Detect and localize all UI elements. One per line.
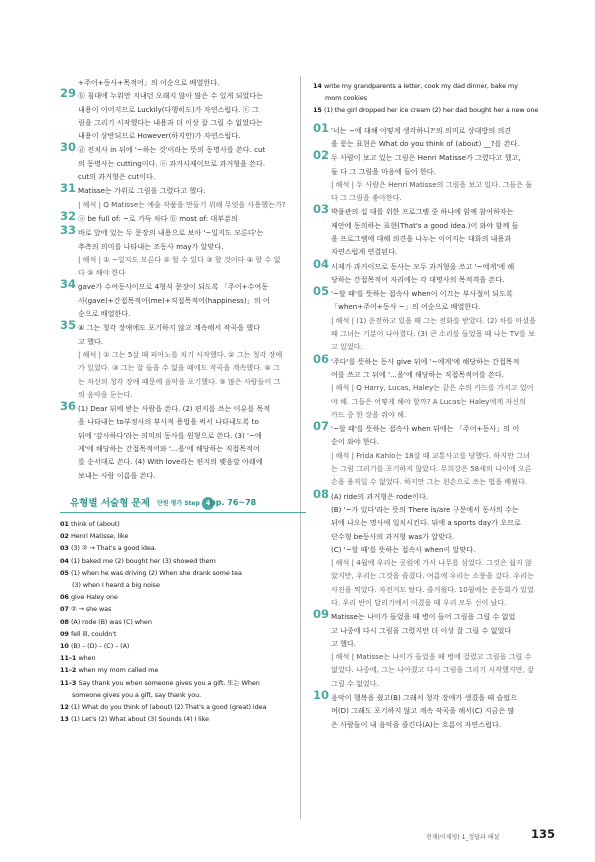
section-header: [60, 496, 306, 513]
answer-number: 04: [60, 556, 71, 565]
explanation-line: (1) Dear 뒤에 받는 사람을 쓴다. (2) 편지를 쓰는 이유를 목적: [78, 404, 271, 414]
question-number: 09: [313, 607, 330, 622]
explanation-line: 며(D) 그래도 포기하지 않고 계속 작곡을 해서(C) 지금은 많: [331, 706, 515, 716]
translation-line: 그릴 수 없었다.: [331, 678, 379, 688]
question-number: 01: [313, 120, 330, 135]
answer-text: (1) the girl dropped her ice cream (2) her dad bought her a new one: [323, 106, 539, 115]
answer-item: [60, 555, 306, 567]
answer-text: (1) What do you think of (about) (2) That's a good (great) idea: [70, 702, 267, 711]
translation-line: | 해석 | Q Harry, Lucas, Haley는 같은 수의 카드를 가지고 있어: [331, 383, 534, 393]
translation-line: | 해석 | (1) 운전하고 있을 때 그는 전화를 받았다. (2) 차를 마셨을: [331, 315, 536, 325]
question-number: 05: [313, 284, 330, 299]
explanation-line: '~할 때'를 뜻하는 접속사 when이 이끄는 부사절이 되도록: [331, 289, 513, 299]
answer-item: [60, 677, 306, 701]
step-label: 단원 평가 Step 4: [157, 497, 216, 510]
answer-item: [60, 713, 306, 725]
explanation-line: 사(gave)+간접목적어(me)+직접목적어(happiness)」의 어: [78, 295, 270, 305]
translation-line: 사진을 찍었다. 자전거도 탔다. 즐거웠다. 10월에는 운동회가 있었: [331, 584, 534, 594]
explanation-entry: [313, 148, 561, 204]
question-number: 35: [60, 318, 77, 333]
answer-text: give Haley one: [70, 593, 118, 602]
explanation-entry: [313, 284, 561, 353]
explanation-line: 제안에 동의하는 표현(That's a good idea.)이 와야 함께 들: [331, 220, 519, 230]
explanation-line: 내용이 상반되므로 However(하지만)가 자연스럽다.: [78, 131, 241, 141]
explanation-entry: [313, 351, 561, 421]
translation-line: 다. 우리 반이 달리기에서 이겼을 때 우리 모두 신이 났다.: [331, 598, 507, 607]
answer-number: 12: [60, 702, 71, 711]
translation-line: | 해석 | ① ~일지도 모른다 ② 할 수 있다 ③ 할 것이다 ④ 할 수 없: [78, 254, 281, 264]
explanation-line: 당하는 간접목적어 자리에는 각 대명사의 목적격을 쓴다.: [331, 274, 505, 284]
explanation-line: 바로 앞에 있는 두 문장의 내용으로 보아 '~일지도 모른다'는: [78, 228, 264, 238]
explanation-line: (C) '~할 때'를 뜻하는 접속사 when이 알맞다.: [331, 544, 476, 554]
answer-text: (B) – (D) – (C) – (A): [70, 641, 130, 650]
explanation-entry: [313, 419, 561, 488]
explanation-entry: [60, 140, 306, 183]
translation-line: 야 해. 그들은 어떻게 해야 할까? A Lucas는 Haley에게 자신의: [331, 396, 526, 406]
explanation-line: 을 나타내는 to부정사의 부사적 용법을 써서 나타내도록 to: [78, 417, 259, 427]
answer-list-continued: [313, 80, 561, 117]
explanation-line: 을 묻는 표현은 What do you think of (about) __?를 쓴다.: [331, 138, 520, 148]
intro-line: +주어+동사+목적어」의 어순으로 배열한다.: [78, 78, 220, 87]
explanation-line: ⓑ 침대에 누워만 지내던 오래지 않아 많은 수 있게 되었다는: [78, 91, 263, 101]
question-number: 36: [60, 399, 77, 414]
answer-number: 15: [313, 106, 324, 115]
explanation-entry: [313, 688, 561, 731]
footer-text: 천재(이재영) 1_정답과 해설: [426, 834, 500, 841]
explanation-line: 뒤에 '감사하다'라는 의미의 동사를 원형으로 쓴다. (3) '~에: [78, 430, 262, 440]
explanation-entry: [60, 181, 306, 211]
answer-text: (3) ② → That's a good idea.: [70, 544, 157, 553]
explanation-entry: [313, 120, 561, 151]
question-number: 02: [313, 148, 330, 163]
answer-item: [313, 104, 561, 116]
translation-line: 다 ⑤ 해야 한다: [78, 268, 126, 278]
translation-line: 는 그림 그리기를 포기하지 않았다. 무희강은 58세의 나이에 오른: [331, 464, 532, 474]
explanation-line: 은 사람들이 내 음악을 즐긴다(A)는 흐름이 자연스럽다.: [331, 719, 502, 729]
question-number: 32: [60, 208, 77, 223]
answer-text: Say thank you when someone gives you a gift. 또는 When: [78, 678, 260, 687]
explanation-entry: [313, 607, 561, 690]
explanation-line: 추측의 의미를 나타내는 조동사 may가 알맞다.: [78, 241, 224, 251]
explanation-line: '~할 때'를 뜻하는 접속사 when 뒤에는 「주어+동사」의 어: [331, 424, 520, 434]
translation-line: 았지만, 우리는 그것을 즐겼다. 여름에 우리는 소풍을 갔다. 우리는: [331, 571, 534, 581]
explanation-line: 게'에 해당하는 간접목적어와 '…을'에 해당하는 직접목적어: [78, 444, 260, 454]
answer-text: (1) Let's (2) What about (3) Sounds (4) I like: [70, 715, 209, 724]
explanation-line: Matisse는 가위로 그림을 그렸다고 했다.: [78, 186, 206, 196]
explanation-entry: [313, 202, 561, 258]
answer-text: mom cookies: [325, 94, 367, 103]
explanation-entry: [313, 256, 561, 287]
translation-line: 때 그녀는 기분이 나아졌다. (3) 큰 소리를 들었을 때 나는 TV를 보: [331, 329, 535, 339]
question-number: 29: [60, 86, 77, 101]
explanation-line: 내용이 이어지므로 Luckily(다행히도)가 자연스럽다. ⓒ 그: [78, 104, 259, 114]
explanation-line: 단수형 be동사의 과거형 was가 알맞다.: [331, 531, 455, 541]
explanation-line: 자연스럽게 연결된다.: [331, 247, 398, 257]
answer-number: 14: [313, 82, 324, 90]
explanation-line: ④ 그는 청각 장애에도 포기하지 않고 계속해서 작곡을 했다: [78, 323, 261, 333]
translation-line: 손을 움직일 수 없었다. 하지만 그는 왼손으로 쓰는 법을 배웠다.: [331, 477, 528, 487]
answer-item: [60, 664, 306, 676]
question-number: 03: [313, 202, 330, 217]
answer-number: 10: [60, 641, 71, 650]
explanation-line: ⓓ 전치사 in 뒤에 '~하는 것'이라는 뜻의 동명사를 쓴다. cut: [78, 145, 266, 155]
translation-line: 고 있었다.: [331, 342, 363, 352]
translation-line: 없었다. 나중에, 그는 나아졌고 다시 그림을 그리기 시작했지만, 잘: [331, 665, 534, 675]
answer-text: fell ill, couldn't: [70, 629, 117, 638]
answer-text: when: [78, 654, 96, 663]
answer-item: [60, 603, 306, 615]
answer-text: think of (about): [70, 519, 120, 528]
translation-line: | 해석 | Matisse는 나이가 들었을 때 병에 걸렸고 그림을 그릴 수: [331, 652, 532, 662]
right-explanations: [313, 120, 561, 731]
translation-line: 카드 중 한 장을 줘야 해.: [331, 409, 407, 419]
translation-line: 의 음악을 듣는다.: [78, 389, 133, 399]
answer-text: (A) rode (B) was (C) when: [70, 617, 152, 626]
explanation-line: 을 프로그램에 대해 의견을 나누는 이어지는 대화의 내용과: [331, 233, 512, 243]
answer-item: [60, 701, 306, 713]
explanation-line: Matisse는 나이가 들었을 때 병이 들어 그림을 그릴 수 없었: [331, 612, 516, 622]
answer-number: 11–1: [60, 654, 79, 663]
translation-line: | 해석 | Q Matisse는 예술 작품을 만들기 위해 무엇을 사용했는가?: [78, 199, 286, 209]
answer-number: 07: [60, 605, 71, 614]
translation-line: | 해석 | 두 사람은 Henri Matisse의 그림을 보고 있다. 그들은 둘: [331, 179, 533, 189]
explanation-entry: [60, 86, 306, 142]
answer-number: 13: [60, 715, 71, 724]
explanation-line: 고 했다.: [331, 638, 357, 648]
explanation-line: 어를 쓰고 그 뒤에 '…을'에 해당하는 직접목적어를 쓴다.: [331, 369, 504, 379]
answer-text: when my mom called me: [78, 666, 159, 675]
question-number: 07: [313, 419, 330, 434]
question-number: 34: [60, 277, 77, 292]
explanation-line: '주다'를 뜻하는 동사 give 뒤에 '~에게'에 해당하는 간접목적: [331, 356, 520, 366]
explanation-entry: [60, 277, 306, 320]
explanation-entry: [60, 318, 306, 401]
question-number: 08: [313, 486, 330, 501]
translation-line: | 해석 | ① 그는 5살 때 피아노를 치기 시작했다. ② 그는 청각 장애: [78, 349, 283, 359]
answer-number: 11–2: [60, 666, 79, 675]
answer-item: [60, 640, 306, 652]
translation-line: | 해석 | Frida Kahlo는 18살 때 교통사고를 당했다. 하지만 그녀: [331, 450, 530, 460]
section-title: 유형별 서술형 문제: [70, 497, 151, 509]
translation-line: 는 자신의 청각 장애 때문에 음악을 포기했다. ⑤ 많은 사람들이 그: [78, 376, 281, 386]
explanation-line: 보내는 사람 이름을 쓴다.: [78, 470, 156, 480]
explanation-line: 순이 와야 한다.: [331, 437, 379, 447]
explanation-line: ⓐ be full of: ~로 가득 차다 ⓑ most of: 대부분의: [78, 213, 238, 223]
answer-item: [60, 652, 306, 664]
question-number: 04: [313, 256, 330, 271]
answer-list: [60, 518, 306, 725]
explanation-line: 박물관의 십 대를 위한 프로그램 중 하나에 함께 참여하자는: [331, 207, 514, 217]
answer-number: 02: [60, 532, 71, 541]
explanation-line: 둘 다 그 그림을 마음에 들어 한다.: [331, 166, 436, 176]
explanation-line: 의 동명사는 cutting이다. ⓔ 과거시제이므로 과거형을 쓴다.: [78, 158, 266, 168]
question-number: 31: [60, 181, 77, 196]
answer-item: [60, 530, 306, 542]
answer-number: 09: [60, 629, 71, 638]
question-number: 33: [60, 223, 77, 238]
explanation-line: cut의 과거형은 cut이다.: [78, 172, 156, 182]
explanation-line: 고 나중에 다시 그림을 그렸지만 더 이상 잘 그릴 수 없었다: [331, 625, 512, 635]
explanation-line: 고 했다.: [78, 336, 104, 346]
answer-text: (1) baked me (2) bought her (3) showed them: [70, 556, 216, 565]
question-number: 10: [313, 688, 330, 703]
answer-number: 05: [60, 568, 71, 577]
answer-text: someone gives you a gift, say thank you.: [72, 690, 202, 699]
explanation-entry: [313, 486, 561, 610]
explanation-line: 순으로 배열한다.: [78, 309, 131, 319]
explanation-line: 음악이 행복을 줬고(B) 그래서 청각 장애가 생겼을 때 슬펐으: [331, 693, 518, 703]
left-explanations: [60, 86, 306, 482]
explanation-entry: [60, 399, 306, 482]
answer-item: [60, 628, 306, 640]
question-number: 30: [60, 140, 77, 155]
answer-text: ② → she was: [70, 605, 112, 614]
question-number: 06: [313, 351, 330, 366]
explanation-line: 시제가 과거이므로 동사는 모두 과거형을 쓰고 '~에게'에 해: [331, 261, 515, 271]
explanation-line: 두 사람이 보고 있는 그림은 Henri Matisse가 그렸다고 했고,: [331, 153, 521, 163]
translation-line: 다 그 그림을 좋아한다.: [331, 193, 402, 203]
explanation-line: 「when+주어+동사 ~」의 어순으로 배열한다.: [331, 302, 481, 312]
explanation-line: '너는 ~에 대해 어떻게 생각하니?'의 의미로 상대방의 의견: [331, 125, 512, 135]
answer-item: [60, 542, 306, 554]
answer-text: (3) when I heard a big noise: [72, 580, 160, 589]
answer-text: write my grandparents a letter, cook my dad dinner, bake my: [323, 82, 518, 90]
page-number: 135: [531, 827, 556, 841]
answer-item: [60, 591, 306, 603]
answer-number: 08: [60, 617, 71, 626]
explanation-line: gave가 수여동사이므로 4형식 문장이 되도록 「주어+수여동: [78, 282, 269, 292]
answer-item: [60, 616, 306, 628]
answer-item: [60, 518, 306, 530]
answer-number: 11–3: [60, 678, 79, 687]
answer-text: (1) when he was driving (2) When she drank some tea: [70, 568, 242, 577]
right-column: [313, 80, 561, 732]
explanation-line: 를 순서대로 쓴다. (4) With love라는 편지의 맺음말 아래에: [78, 457, 263, 467]
answer-number: 03: [60, 544, 71, 553]
answer-text: Henri Matisse, like: [70, 532, 129, 541]
answer-number: 06: [60, 593, 71, 602]
page-range: pp. 76~78: [210, 497, 257, 507]
explanation-line: (A) ride의 과거형은 rode이다.: [331, 491, 429, 501]
answer-item: [60, 567, 306, 591]
explanation-entry: [60, 208, 306, 225]
explanation-line: 뒤에 나오는 명사에 일치시킨다. 뒤에 a sports day가 오므로: [331, 518, 521, 528]
explanation-line: 림을 그리기 시작했다는 내용과 더 이상 잘 그릴 수 없었다는: [78, 117, 263, 127]
left-column: [60, 76, 306, 725]
answer-item: [313, 80, 561, 104]
explanation-line: (B) '~가 있다'라는 뜻의 There is/are 구문에서 동사의 수는: [331, 504, 519, 514]
translation-line: | 해석 | 4월에 우리는 공원에 가서 나무를 심었다. 그것은 쉽지 않: [331, 558, 532, 568]
translation-line: 가 있었다. ③ 그는 잘 들을 수 없을 때에도 작곡을 계속했다. ④ 그: [78, 363, 280, 373]
answer-number: 01: [60, 519, 71, 528]
explanation-entry: [60, 223, 306, 279]
